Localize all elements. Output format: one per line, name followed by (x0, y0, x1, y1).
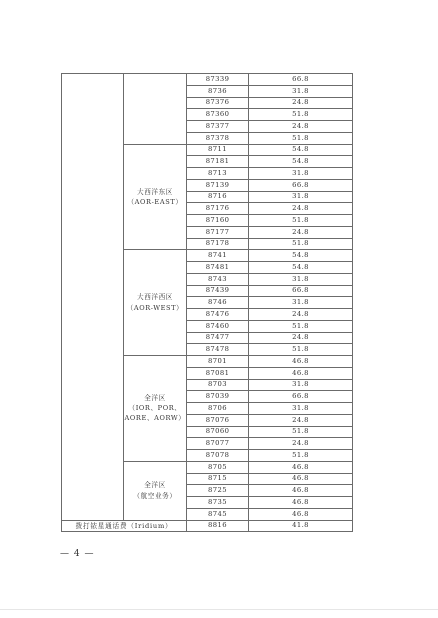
tariff-table-body (62, 74, 353, 532)
price-cell: 24.8 (249, 309, 353, 321)
price-cell: 24.8 (249, 121, 353, 133)
region-cell (124, 250, 187, 356)
price-cell: 54.8 (249, 250, 353, 262)
dial-code-cell: 8706 (187, 403, 249, 415)
dial-code-cell: 8745 (187, 508, 249, 520)
dial-code-cell: 87176 (187, 203, 249, 215)
region-label-line: （航空业务） (133, 491, 177, 500)
price-cell: 51.8 (249, 109, 353, 121)
price-cell: 31.8 (249, 379, 353, 391)
price-cell: 46.8 (249, 461, 353, 473)
price-cell: 24.8 (249, 438, 353, 450)
price-cell: 51.8 (249, 238, 353, 250)
region-label-line: （IOR、POR、 (128, 404, 182, 413)
dial-code-cell: 87060 (187, 426, 249, 438)
dial-code-cell: 87039 (187, 391, 249, 403)
region-label-line: （AOR-EAST） (127, 197, 183, 206)
dial-code-cell: 87439 (187, 285, 249, 297)
dial-code-cell: 8705 (187, 461, 249, 473)
price-cell: 24.8 (249, 203, 353, 215)
region-label-line: 大西洋东区 (137, 187, 173, 196)
region-label-line: AORE、AORW） (124, 414, 186, 423)
price-cell: 54.8 (249, 144, 353, 156)
price-cell: 46.8 (249, 497, 353, 509)
region-cell (124, 74, 187, 145)
price-cell: 51.8 (249, 344, 353, 356)
price-cell: 31.8 (249, 85, 353, 97)
dial-code-cell: 8713 (187, 168, 249, 180)
price-cell: 24.8 (249, 332, 353, 344)
price-cell: 31.8 (249, 297, 353, 309)
price-cell: 54.8 (249, 156, 353, 168)
iridium-row (62, 520, 353, 532)
price-cell: 24.8 (249, 226, 353, 238)
price-cell: 66.8 (249, 285, 353, 297)
dial-code-cell: 87077 (187, 438, 249, 450)
price-cell: 31.8 (249, 191, 353, 203)
dial-code-cell: 87478 (187, 344, 249, 356)
dial-code-cell: 87376 (187, 97, 249, 109)
region-cell (124, 461, 187, 520)
dial-code-cell: 87481 (187, 262, 249, 274)
region-cell (124, 144, 187, 250)
dial-code-cell: 87078 (187, 450, 249, 462)
page-number: — 4 — (60, 549, 95, 559)
iridium-code-cell: 8816 (187, 520, 249, 532)
dial-code-cell: 8746 (187, 297, 249, 309)
dial-code-cell: 8711 (187, 144, 249, 156)
table-row (62, 74, 353, 86)
dial-code-cell: 8736 (187, 85, 249, 97)
dial-code-cell: 87339 (187, 74, 249, 86)
price-cell: 51.8 (249, 320, 353, 332)
dial-code-cell: 87181 (187, 156, 249, 168)
dial-code-cell: 87476 (187, 309, 249, 321)
tariff-table (61, 73, 353, 532)
region-label-line: 全洋区 (144, 481, 166, 490)
price-cell: 51.8 (249, 215, 353, 227)
dial-code-cell: 87377 (187, 121, 249, 133)
dial-code-cell: 8743 (187, 273, 249, 285)
price-cell: 66.8 (249, 391, 353, 403)
price-cell: 51.8 (249, 426, 353, 438)
price-cell: 54.8 (249, 262, 353, 274)
price-cell: 24.8 (249, 97, 353, 109)
dial-code-cell: 87160 (187, 215, 249, 227)
dial-code-cell: 87378 (187, 132, 249, 144)
dial-code-cell: 8735 (187, 497, 249, 509)
page-bottom-rule (0, 609, 438, 610)
region-label-line: （AOR-WEST） (126, 303, 184, 312)
price-cell: 46.8 (249, 485, 353, 497)
price-cell: 46.8 (249, 473, 353, 485)
region-label-line: 全洋区 (144, 394, 166, 403)
price-cell: 46.8 (249, 367, 353, 379)
price-cell: 31.8 (249, 403, 353, 415)
dial-code-cell: 8725 (187, 485, 249, 497)
dial-code-cell: 87460 (187, 320, 249, 332)
price-cell: 24.8 (249, 414, 353, 426)
region-cell (124, 356, 187, 462)
service-category-cell (62, 74, 124, 521)
price-cell: 51.8 (249, 450, 353, 462)
price-cell: 51.8 (249, 132, 353, 144)
dial-code-cell: 8703 (187, 379, 249, 391)
dial-code-cell: 87081 (187, 367, 249, 379)
price-cell: 46.8 (249, 356, 353, 368)
dial-code-cell: 87477 (187, 332, 249, 344)
dial-code-cell: 87139 (187, 179, 249, 191)
dial-code-cell: 8741 (187, 250, 249, 262)
dial-code-cell: 87178 (187, 238, 249, 250)
iridium-label-cell: 拨打铱星通话费（Iridium） (62, 520, 187, 532)
dial-code-cell: 8716 (187, 191, 249, 203)
price-cell: 66.8 (249, 179, 353, 191)
iridium-price-cell: 41.8 (249, 520, 353, 532)
price-cell: 31.8 (249, 168, 353, 180)
dial-code-cell: 8715 (187, 473, 249, 485)
price-cell: 31.8 (249, 273, 353, 285)
region-label-line: 大西洋西区 (137, 293, 173, 302)
dial-code-cell: 87360 (187, 109, 249, 121)
dial-code-cell: 87177 (187, 226, 249, 238)
dial-code-cell: 8701 (187, 356, 249, 368)
price-cell: 46.8 (249, 508, 353, 520)
dial-code-cell: 87076 (187, 414, 249, 426)
price-cell: 66.8 (249, 74, 353, 86)
